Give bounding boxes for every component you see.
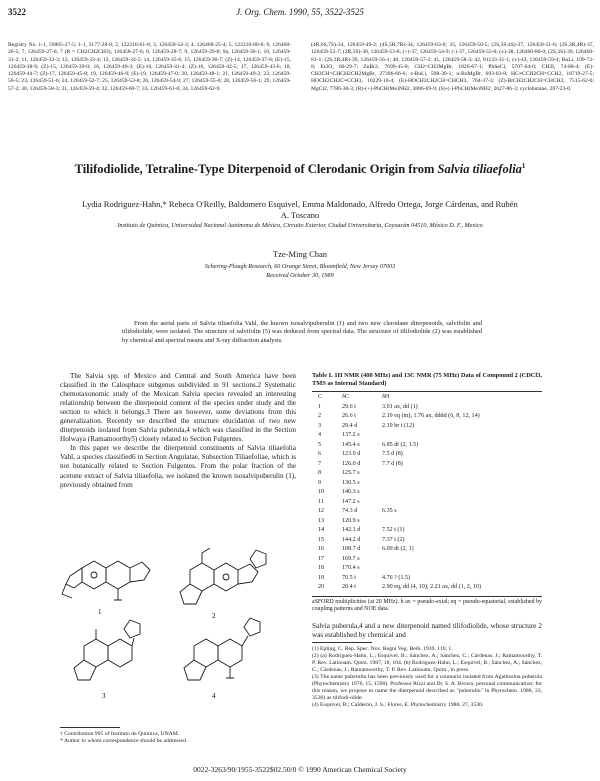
references [312, 646, 542, 709]
structure-3-drawing [74, 620, 140, 680]
page-footer: 0022-3263/90/1955-3522$02.50/0 © 1990 American Chemical Society [193, 765, 407, 774]
carbon-cell: 17 [318, 555, 325, 562]
delta-c-cell: 120.9 s [342, 517, 360, 524]
carbon-cell: 18 [318, 565, 325, 571]
structure-label-3: 3 [102, 692, 106, 700]
reference-item: (2) (a) Rodriguez-Hahn, L.; Esquivel, B.; Sánchez, A.; Sánchez, C.; Cárdenas, J.; Ramamoorthy, T. P. Rev. Latinoam. Quim. 1987, 18, 104. (b) Rodriguez-Hahn, L.; Esquivel, B.; Sánchez, A.; Sánchez, C.; Cárdenas, J.; Ramamoorthy, T. P. Rev. Latinoam. Quim., in press. [312, 653, 542, 673]
delta-c-cell: 26.6 t [342, 413, 356, 419]
nmr-table-row [318, 469, 542, 479]
delta-h-cell [382, 469, 542, 479]
structure-label-2: 2 [212, 612, 216, 620]
carbon-cell: 11 [318, 498, 324, 505]
delta-c-cell: 74.3 d [342, 508, 358, 514]
delta-h-cell: 2.19 br t (12) [382, 422, 415, 429]
delta-c-cell: 140.3 s [342, 489, 360, 495]
delta-c-cell: 137.2 s [342, 432, 360, 438]
intro-paragraph-1: The Salvia spp. of Mexico and Central and South America have been classified in the Calosphace subgenus subdivided in 91 sections.2 Systematic chemotaxonomic study of the Mexican Salvia species revealed an interesting relationship between the diterpenoid content of the species under study and the section to which it belongs.3 There are however, some deviations from this generalization. Recently we described the structure elucidation of two new diterpenoids isolated from Salvia puberula,4 which was classified in the Section Holwaya (Ramamoorthy5) closely related to Section Fulgentes. [60, 372, 296, 444]
structure-4-drawing [184, 618, 260, 680]
col-header-delta-c: δC [342, 394, 349, 400]
delta-c-cell: 147.2 s [342, 498, 360, 505]
delta-c-cell: 170.4 s [342, 565, 360, 571]
nmr-table-row [318, 441, 542, 451]
col-header-carbon: C [318, 394, 323, 400]
nmr-table [318, 393, 542, 593]
carbon-cell: 8 [318, 470, 322, 476]
delta-c-cell: 126.0 d [342, 460, 361, 467]
registry-numbers-right: (4R,6S,7S)-34, 126459-49-2; (4S,5R,7R)-34, 126459-63-0; 35, 126459-50-5; (2S,3S,4S)-37, 126459-51-6; (2S,3R,4R)-37, 126459-52-7; (2R,3S)-38, 126459-53-8; (+)-37, 126459-54-9; (-)-37, 126459-55-0; (±)-38, 126460-80-0; (2S,3S)-39, 126460-81-1; (2S,3R,4R)-39, 126459-56-1; 40, 126459-57-2; 41, 126459-58-3; 42, 81133-31-1; (±)-43, 126459-59-4; BuLi, 109-72-8; Et2O, 60-29-7; ZnBr2, 7699-45-8; CH2=CH2MgBr, 1826-67-1; PhSeCl, 5707-04-0; CH3I, 74-88-4; (E)-CH3CH=CHCH2CH2MgBr, 27396-66-6; s-BuLi, 598-30-1; n-BuMgBr, 693-03-8; HC≡CCH2CH=CCH2, 18719-27-5; HOCH2CH2C≡CCH3, 10229-10-4; (E)-HOCH2CH2CH=CHCH3, 764-37-3; (Z)-BrCH2CH2CH=CHCH3, 7515-62-0; MgCl2, 7786-30-3; (R)-(+)-PhCH(Me)NH2, 3886-69-9; (S)-(-)-PhCH(Me)NH2, 2627-86-3; cyclobutane, 287-23-0. [311, 42, 594, 92]
table-caption: Table I. 1H NMR (400 MHz) and 13C NMR (75 MHz) Data of Compound 2 (CDCl3, TMS as Internal Standard) [312, 372, 542, 387]
nmr-table-header [318, 393, 542, 403]
page-header [8, 7, 592, 19]
table-top-rule [312, 391, 542, 392]
footnote-correspondence: * Author to whom correspondence should be addressed. [60, 738, 188, 744]
page-number: 3522 [8, 7, 26, 17]
carbon-cell: 12 [318, 508, 325, 514]
journal-citation: J. Org. Chem. 1990, 55, 3522-3525 [236, 7, 364, 17]
col-header-delta-h: δH [382, 394, 390, 400]
nmr-table-row [318, 460, 542, 470]
delta-h-cell [382, 488, 542, 498]
delta-h-cell: 6.85 dt (2, 1.5) [382, 441, 419, 448]
nmr-table-row [318, 536, 542, 546]
affiliation-secondary: Schering-Plough Research, 60 Orange Street, Bloomfield, New Jersey 07003 [204, 263, 396, 270]
delta-h-cell [382, 431, 542, 441]
carbon-cell: 14 [318, 527, 325, 533]
intro-paragraph-2: In this paper we describe the diterpenoid constituents of Salvia tiliaefolia Vahl, a species classified6 in Section Angulatae, Subsection Tiliaefoliae, which is not botanically related to Section Fulgentes. From the polar fraction of the acetone extract of Salvia tiliaefolia, we isolated the known isosalvipuberulin (1), previously obtained from [60, 444, 296, 489]
delta-h-cell [382, 517, 542, 527]
carbon-cell: 10 [318, 489, 325, 495]
delta-h-cell: 7.5 d (8) [382, 451, 403, 457]
nmr-table-row [318, 498, 542, 508]
nmr-table-row [318, 412, 542, 422]
delta-h-cell [382, 555, 542, 565]
structure-2-drawing [180, 548, 266, 604]
delta-h-cell: 6.35 s [382, 508, 397, 514]
delta-c-cell: 142.1 d [342, 527, 361, 533]
carbon-cell: 16 [318, 546, 325, 552]
chemical-structures-figure [60, 548, 296, 720]
carbon-cell: 20 [318, 584, 325, 590]
delta-h-cell: 3.01 ax, dd (1) [382, 403, 418, 410]
delta-h-cell: 4.76 ? (1.5) [382, 574, 411, 581]
nmr-table-row [318, 479, 542, 489]
delta-c-cell: 145.4 s [342, 441, 360, 448]
carbon-cell: 4 [318, 432, 322, 438]
delta-c-cell: 123.9 d [342, 451, 361, 457]
carbon-cell: 2 [318, 413, 322, 419]
delta-h-cell [382, 498, 542, 508]
intro-text [60, 372, 296, 490]
abstract: From the aerial parts of Salvia tiliaefolia Vahl, the known isosalvipuberulin (1) and two new clerodane diterpenoids, salvifolin and tilifodiolide, were isolated. The structure of salvifolin (5) was deduced from spectral data. The structure of tilifodiolide (2) was established by chemical and spectral means and X-ray diffraction analysis. [122, 320, 482, 344]
delta-h-cell: 7.7 d (8) [382, 460, 403, 467]
registry-numbers-left: Registry No. 1-1, 59865-27-5; 1-1, 3177-28-8; 2, 122216-61-8; 3, 126458-54-3; 4, 126468-25-4; 5, 122210-80-6; 6, 126468-26-5; 7, 126459-27-6; 7 (R = CH2CH2CH3), 126458-27-6; 8, 126459-28-7; 9, 126459-29-8; 9a, 126459-30-1; 10, 126459-31-2; 11, 126459-32-3; 12, 126459-33-4; 13, 126459-34-5; 14, 126459-35-6; 15, 126459-36-7; (Z)-14, 126459-37-8; (E)-15, 126459-38-9; (Z)-15, 126459-39-0; 16, 126459-40-3; (E)-16, 126459-41-4; (Z)-16, 126459-42-5; 17, 126459-43-6; 18, 126459-44-7; (Z)-17, 126459-45-8; 19, 126459-46-9; (E)-19, 126459-47-0; 20, 126459-48-1; 21, 126459-49-2; 22, 126459-50-5; 23, 126459-51-6; 24, 126459-52-7; 25, 126459-53-8; 26, 126459-54-9; 27, 126459-55-0; 28, 126459-56-1; 29, 126459-57-2; 30, 126459-58-3; 31, 126459-59-4; 32, 126459-60-7; 33, 126459-61-8; 34, 126459-62-9. [8, 42, 291, 92]
nmr-table-row [318, 422, 542, 432]
table-bottom-rule [312, 596, 542, 597]
delta-c-cell: 29.6 t [342, 403, 356, 410]
footnote-rule-left [60, 727, 120, 728]
carbon-cell: 15 [318, 536, 325, 543]
reference-item: (3) The name puberulin has been previously used for a coumarin isolated from Agathosma puberula (Phytochemistry 1976, 15, 1590). Professor Rizzi and Dr. S. A. Brown, personal communication; for this reason, we propose to name the diterpenoid described as "puberulin" in Phytochem. 1988, 33, 3530) as tilifodi-olide. [312, 674, 542, 701]
footnotes-left [60, 731, 296, 745]
reference-item: (4) Esquivel, B.; Calderón, J. S.; Flores, E. Phytochemistry 1988, 27, 3530. [312, 702, 484, 708]
delta-c-cell: 144.2 d [342, 536, 361, 543]
nmr-table-row [318, 431, 542, 441]
right-column-text: Salvia puberula,4 and a new diterpenoid named tilifodiolide, whose structure 2 was established by chemical and [312, 622, 542, 640]
carbon-cell: 3 [318, 422, 322, 429]
author-list-primary: Lydia Rodriguez-Hahn,* Rebeca O'Reilly, Baldomero Esquivel, Emma Maldonado, Alfredo Ortega, Jorge Cárdenas, and Rubén A. Toscano [82, 199, 518, 220]
nmr-table-row [318, 555, 542, 565]
title-main: Tilifodiolide, Tetraline-Type Diterpenoid of Clerodanic Origin from [74, 162, 438, 177]
delta-h-cell: 7.52 t (1) [382, 527, 405, 533]
title-italic: Salvia tiliaefolia [437, 162, 522, 177]
delta-h-cell: 6.09 dt (2, 1) [382, 546, 414, 552]
carbon-cell: 1 [318, 403, 322, 410]
nmr-table-row [318, 403, 542, 413]
delta-h-cell [382, 479, 542, 489]
carbon-cell: 19 [318, 574, 325, 581]
carbon-cell: 9 [318, 479, 322, 486]
delta-c-cell: 20.4 t [342, 584, 356, 590]
reference-item: (1) Epling, C. Rep. Spec. Nov. Regni Veg. Beih. 1939, 110, 1. [312, 646, 453, 652]
structure-1-drawing [62, 561, 150, 600]
footnote-contribution: † Contribution 995 of Instituto de Química, UNAM. [60, 731, 180, 737]
carbon-cell: 13 [318, 517, 325, 524]
nmr-table-row [318, 517, 542, 527]
article-title [60, 159, 540, 177]
delta-c-cell: 125.7 s [342, 470, 360, 476]
nmr-table-row [318, 574, 542, 584]
delta-h-cell: 2.19 eq (m); 1.76 ax, dddd (6, 8, 12, 14) [382, 413, 480, 419]
nmr-table-row [318, 564, 542, 574]
reference-rule [312, 642, 372, 643]
delta-h-cell [382, 564, 542, 574]
delta-c-cell: 108.7 d [342, 546, 361, 552]
title-footnote-mark: 1 [521, 162, 526, 170]
received-date: Received October 30, 1989 [266, 272, 334, 279]
table-footnote: aSFORD multiplicities (at 20 MHz). b ax = pseudo-axial; eq = pseudo-equatorial, established by coupling patterns and NOE data. [312, 599, 542, 613]
nmr-table-row [318, 545, 542, 555]
structure-label-1: 1 [98, 608, 102, 616]
delta-h-cell: 2.90 eq, dd (4, 10); 2.21 ax, dd (1, 2, 10) [382, 584, 482, 590]
delta-c-cell: 70.5 t [342, 574, 356, 581]
nmr-table-row [318, 583, 542, 593]
nmr-table-row [318, 507, 542, 517]
delta-h-cell: 7.37 t (2) [382, 536, 405, 543]
carbon-cell: 6 [318, 451, 322, 457]
delta-c-cell: 29.4 d [342, 422, 358, 429]
nmr-table-row [318, 488, 542, 498]
nmr-table-row [318, 450, 542, 460]
affiliation-primary: Instituto de Química, Universidad Nacional Autónoma de México, Circuito Exterior, Ciudad Universitaria, Coyoacán 04510, México D. F., Mexico [117, 222, 483, 229]
carbon-cell: 5 [318, 441, 322, 448]
nmr-table-row [318, 526, 542, 536]
author-list-secondary: Tze-Ming Chan [272, 249, 328, 259]
delta-c-cell: 130.5 s [342, 479, 360, 486]
delta-c-cell: 169.7 s [342, 555, 360, 562]
structure-label-4: 4 [212, 692, 216, 700]
carbon-cell: 7 [318, 460, 322, 467]
